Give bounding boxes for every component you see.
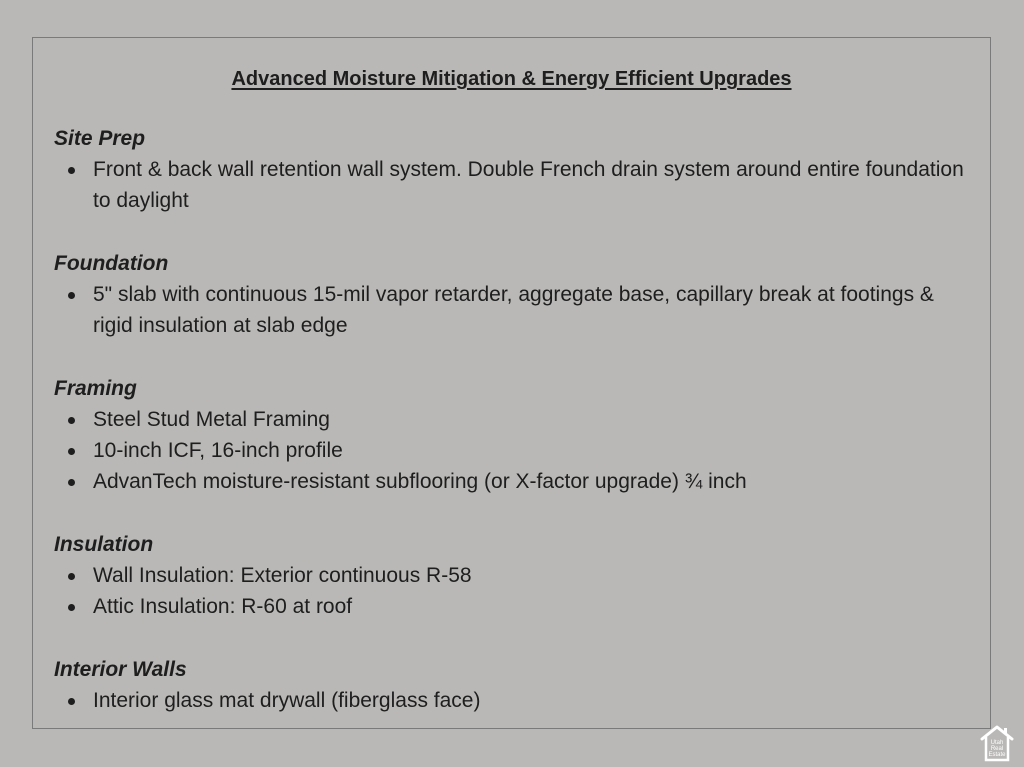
bullet-list — [54, 279, 970, 341]
section-heading: Interior Walls — [54, 658, 187, 681]
bullet-list — [54, 560, 970, 622]
bullet-list — [54, 404, 970, 497]
house-logo-icon — [978, 722, 1016, 762]
svg-text:Estate: Estate — [988, 752, 1006, 758]
list-item: Steel Stud Metal Framing — [54, 404, 970, 435]
bullet-list — [54, 154, 970, 216]
list-item: AdvanTech moisture-resistant subflooring (or X-factor upgrade) ¾ inch — [54, 466, 970, 497]
list-item: Front & back wall retention wall system. Double French drain system around entire foundation to daylight — [54, 154, 970, 216]
section-heading: Insulation — [54, 533, 154, 556]
document-card — [32, 37, 991, 729]
bullet-list — [54, 685, 970, 716]
list-item: 10-inch ICF, 16-inch profile — [54, 435, 970, 466]
section-heading: Site Prep — [54, 127, 146, 150]
section-heading: Foundation — [54, 252, 169, 275]
svg-text:.com: .com — [992, 757, 1002, 762]
list-item: Interior glass mat drywall (fiberglass face) — [54, 685, 970, 716]
document-title: Advanced Moisture Mitigation & Energy Efficient Upgrades — [231, 68, 792, 90]
list-item: Wall Insulation: Exterior continuous R-58 — [54, 560, 970, 591]
svg-text:Utah: Utah — [990, 740, 1004, 746]
section-insulation — [54, 529, 970, 622]
svg-text:Real: Real — [990, 746, 1004, 752]
section-site-prep — [54, 123, 970, 216]
watermark-logo — [978, 722, 1016, 762]
list-item: 5" slab with continuous 15-mil vapor retarder, aggregate base, capillary break at footings & rigid insulation at slab edge — [54, 279, 970, 341]
section-framing — [54, 373, 970, 497]
section-heading: Framing — [54, 377, 137, 400]
section-interior-walls — [54, 654, 970, 716]
section-foundation — [54, 248, 970, 341]
document-content — [54, 123, 970, 748]
list-item: Attic Insulation: R-60 at roof — [54, 591, 970, 622]
